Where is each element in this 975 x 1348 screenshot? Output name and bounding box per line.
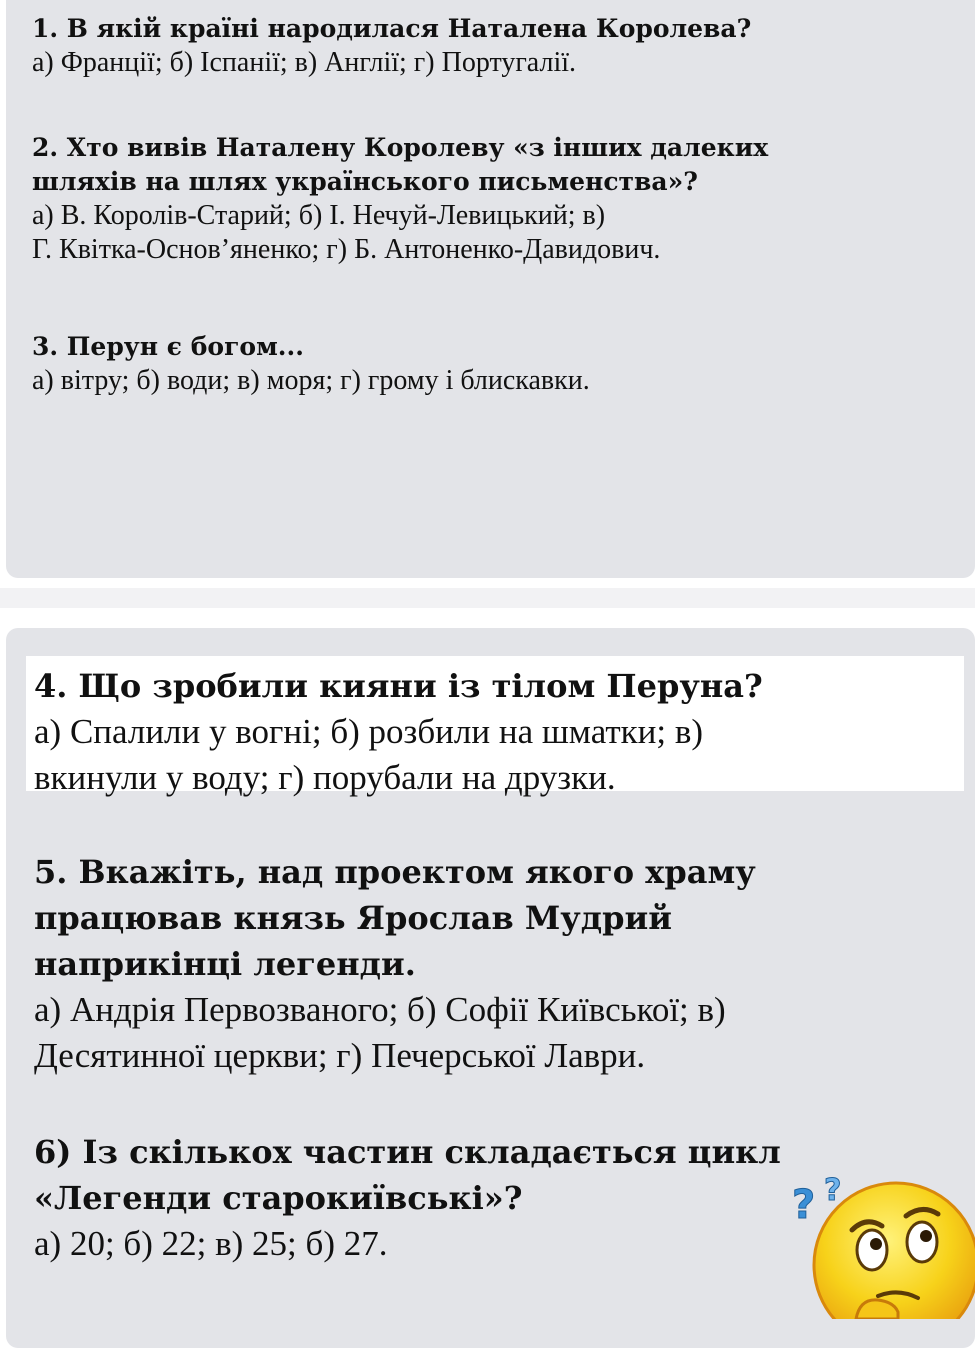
question-6-title-line-2: «Легенди старокиївські»? [34,1179,523,1217]
question-1 [32,12,751,80]
question-mark-big: ? [792,1182,816,1228]
question-5-title-line-2: працював князь Ярослав Мудрий [34,899,672,937]
question-6-title-line-1: 6) Із скількох частин складається цикл [34,1133,781,1171]
question-mark-small: ? [824,1173,842,1208]
question-3 [32,330,590,398]
card-separator [0,588,975,608]
question-2-answers-line-2: Г. Квітка-Основ’яненко; г) Б. Антоненко-Давидович. [32,234,661,265]
question-2-title-line-1: 2. Хто вивів Наталену Королеву «з інших далеких [32,133,769,162]
question-2-answers-line-1: а) В. Королів-Старий; б) І. Нечуй-Левицький; в) [32,200,606,231]
question-5-answers-line-2: Десятинної церкви; г) Печерської Лаври. [34,1036,646,1075]
question-6 [34,1129,781,1267]
question-1-answers: а) Франції; б) Іспанії; в) Англії; г) Португалії. [32,47,577,78]
question-4 [34,663,763,801]
right-eye [907,1222,937,1262]
question-3-title: 3. Перун є богом... [32,332,304,361]
question-5 [34,849,756,1079]
question-2 [32,131,768,267]
left-pupil [870,1238,882,1250]
quiz-card-top [6,0,975,578]
question-5-answers-line-1: а) Андрія Первозваного; б) Софії Київської; в) [34,990,726,1029]
question-2-title-line-2: шляхів на шлях українського письменства»? [32,167,698,196]
right-pupil [920,1230,932,1242]
question-3-answers: а) вітру; б) води; в) моря; г) грому і блискавки. [32,365,590,396]
question-5-title-line-3: наприкінці легенди. [34,945,416,983]
thinking-face-icon [786,1170,975,1319]
question-4-answers-line-2: вкинули у воду; г) порубали на друзки. [34,758,616,797]
question-5-title-line-1: 5. Вкажіть, над проектом якого храму [34,853,756,891]
thinking-face-svg [786,1170,975,1319]
left-eye [857,1230,887,1270]
question-6-answers: а) 20; б) 22; в) 25; б) 27. [34,1224,388,1263]
question-1-title: 1. В якій країні народилася Наталена Королева? [32,14,752,43]
question-4-answers-line-1: а) Спалили у вогні; б) розбили на шматки; в) [34,712,704,751]
question-4-title: 4. Що зробили кияни із тілом Перуна? [34,667,763,705]
